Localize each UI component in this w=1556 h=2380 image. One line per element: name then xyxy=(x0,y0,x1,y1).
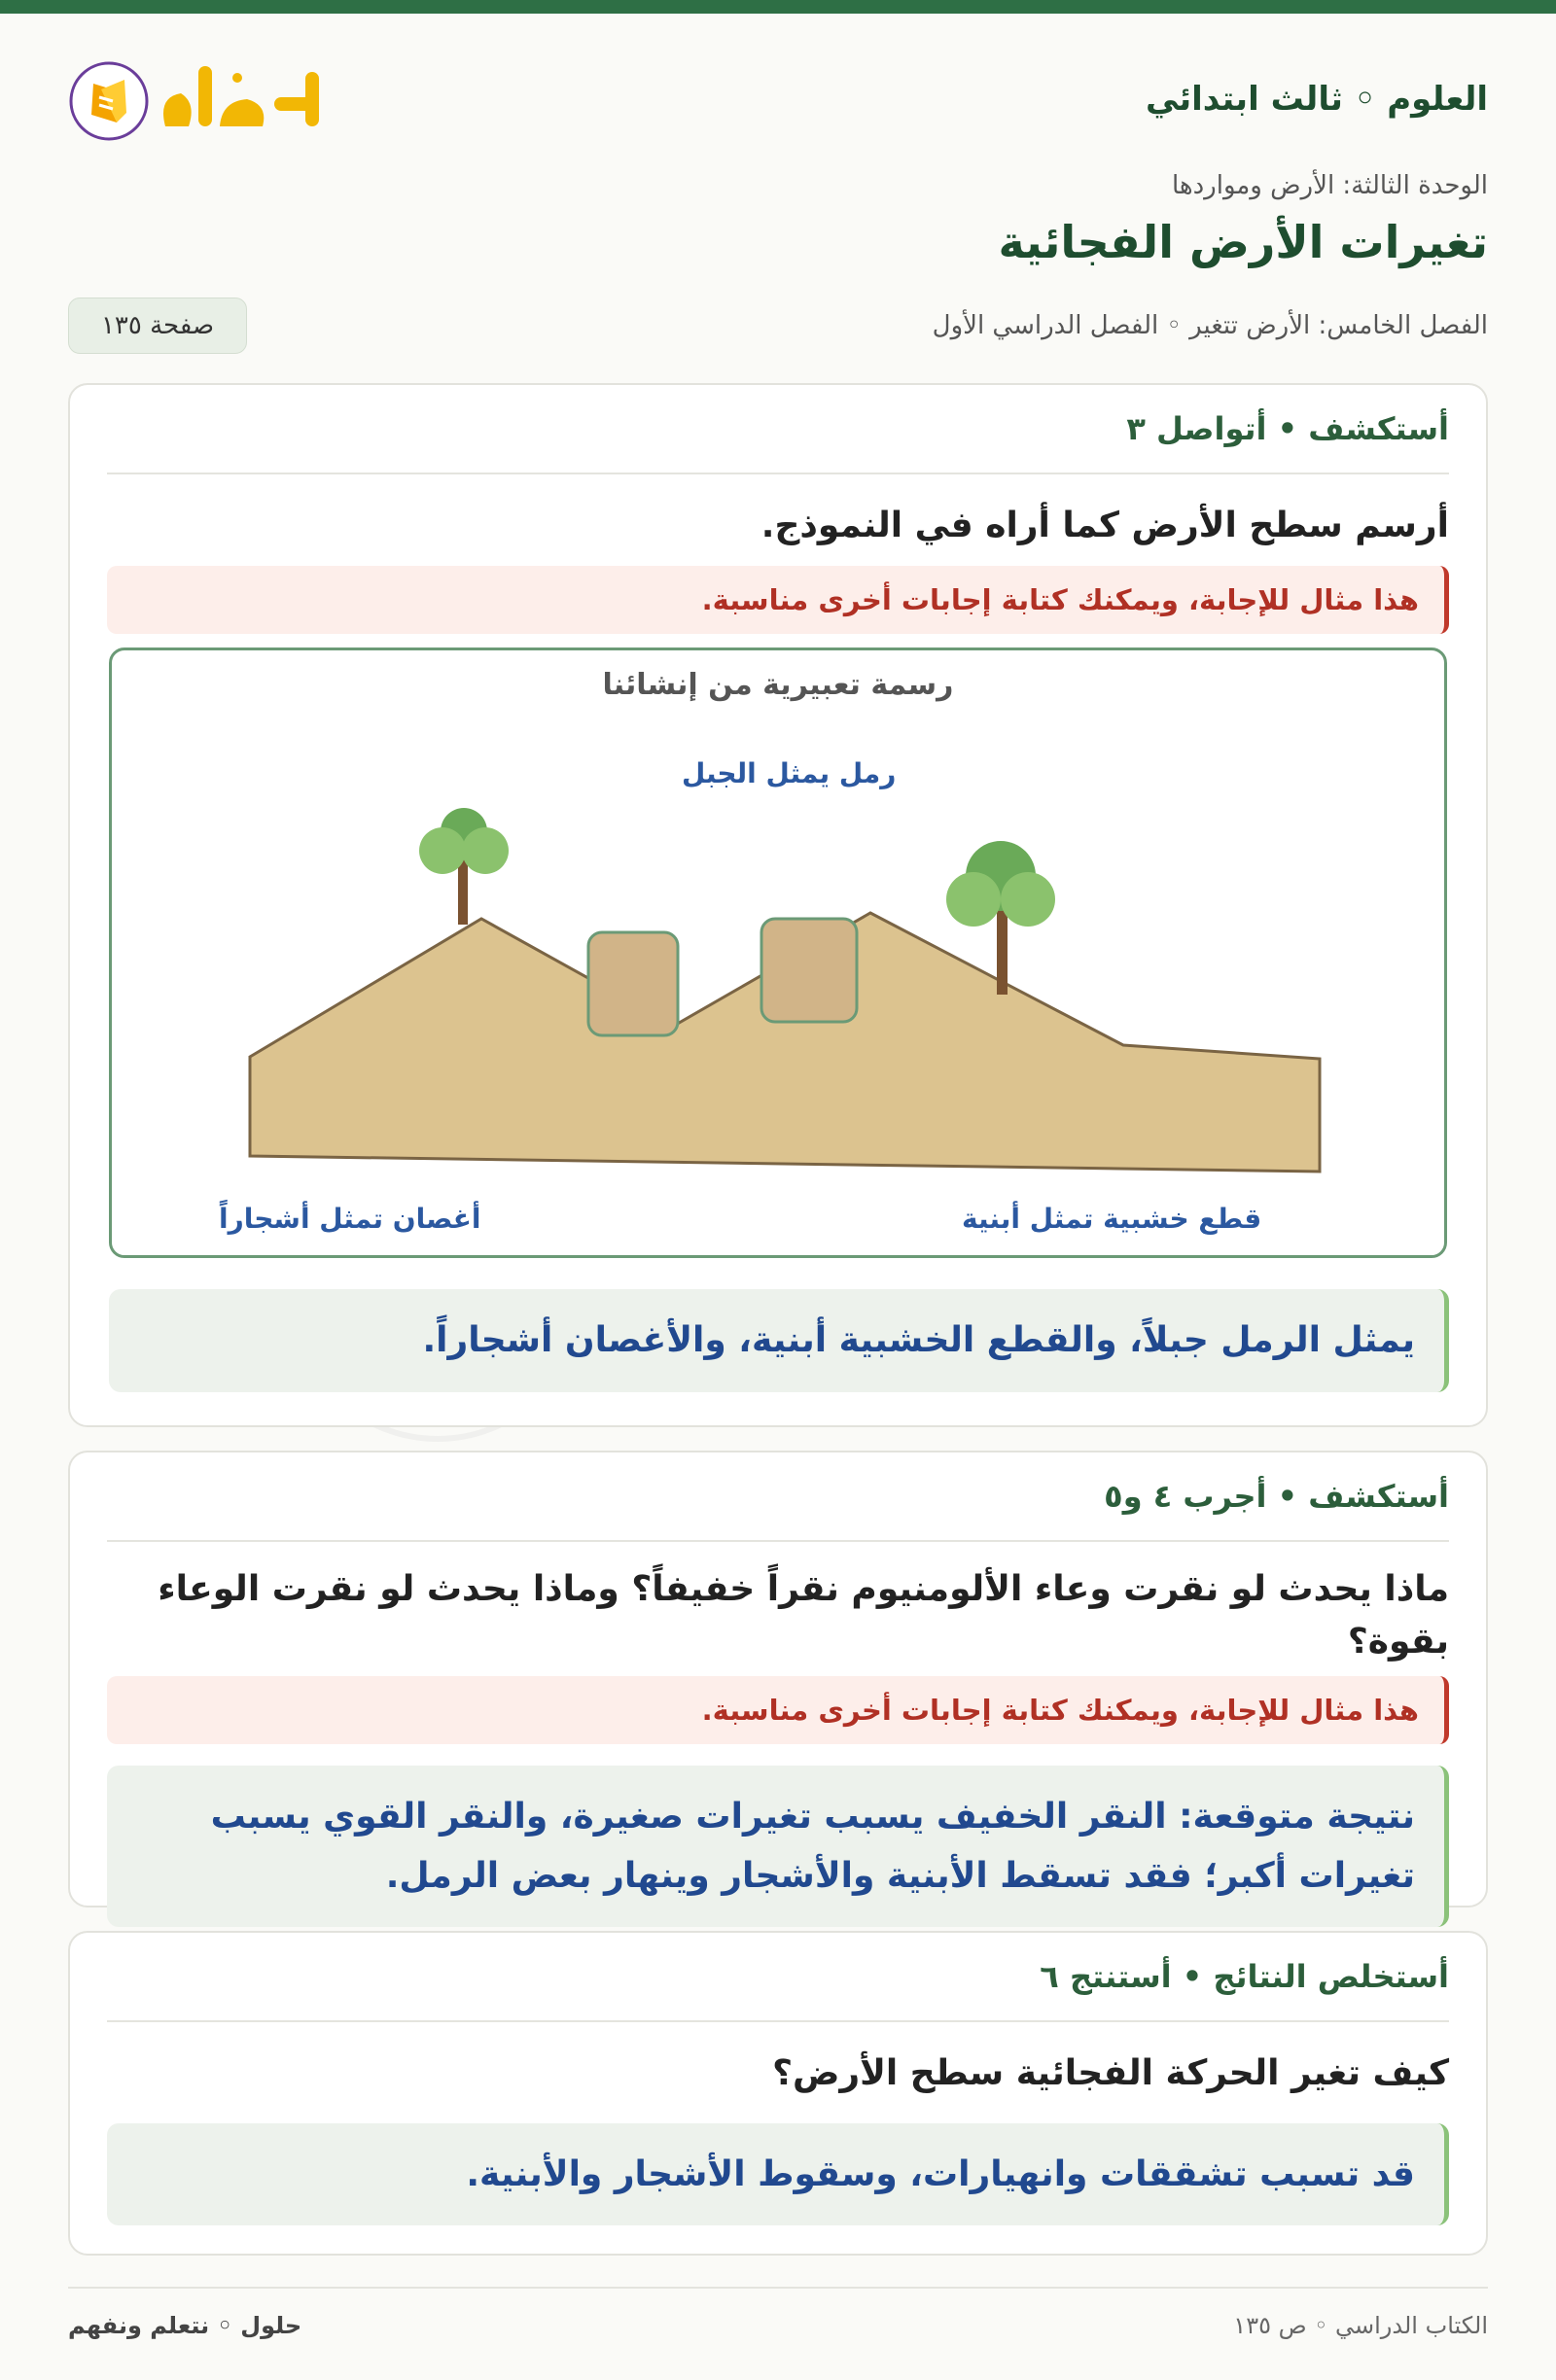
footer-divider xyxy=(68,2287,1488,2289)
card-heading: أستكشف • أتواصل ٣ xyxy=(107,385,1449,474)
brand-logo xyxy=(68,58,331,146)
blocks-label: قطع خشبية تمثل أبنية xyxy=(962,1203,1262,1235)
wooden-block xyxy=(588,932,678,1035)
answer-box: قد تسبب تشققات وانهيارات، وسقوط الأشجار والأبنية. xyxy=(107,2123,1449,2225)
sand-label: رمل يمثل الجبل xyxy=(682,757,897,789)
question-text: أرسم سطح الأرض كما أراه في النموذج. xyxy=(760,506,1449,545)
question-text: ماذا يحدث لو نقرت وعاء الألومنيوم نقراً خفيفاً؟ وماذا يحدث لو نقرت الوعاء بقوة؟ xyxy=(158,1569,1449,1662)
tree-twig-left xyxy=(419,808,509,925)
unit-label: الوحدة الثالثة: الأرض ومواردها xyxy=(1171,171,1488,200)
twigs-label: أغصان تمثل أشجاراً xyxy=(219,1203,481,1235)
wooden-block xyxy=(761,919,857,1022)
answer-box: نتيجة متوقعة: النقر الخفيف يسبب تغيرات صغيرة، والنقر القوي يسبب تغيرات أكبر؛ فقد تسقط الأبنية والأشجار وينهار بعض الرمل. xyxy=(107,1766,1449,1927)
page-number-badge: صفحة ١٣٥ xyxy=(68,298,247,354)
draw-conclusions-card xyxy=(68,1931,1488,2256)
card-heading: أستكشف • أجرب ٤ و٥ xyxy=(107,1452,1449,1542)
answer-box: يمثل الرمل جبلاً، والقطع الخشبية أبنية، والأغصان أشجاراً. xyxy=(109,1289,1449,1392)
explore-experiment-card xyxy=(68,1451,1488,1908)
landform-illustration xyxy=(112,650,1450,1261)
footer-page-ref: الكتاب الدراسي ◦ ص ١٣٥ xyxy=(1233,2312,1488,2339)
landform-drawing xyxy=(109,648,1447,1258)
question-text: كيف تغير الحركة الفجائية سطح الأرض؟ xyxy=(772,2053,1449,2093)
page-title: تغيرات الأرض الفجائية xyxy=(998,216,1488,268)
top-accent-bar xyxy=(0,0,1556,14)
footer-brand: حلول ◦ نتعلم ونفهم xyxy=(68,2312,302,2339)
chapter-label: الفصل الخامس: الأرض تتغير ◦ الفصل الدراسي الأول xyxy=(932,311,1488,340)
page-header xyxy=(68,58,1488,146)
sample-answer-note: هذا مثال للإجابة، ويمكنك كتابة إجابات أخرى مناسبة. xyxy=(107,1676,1449,1744)
explore-communicate-card xyxy=(68,383,1488,1427)
sample-answer-note: هذا مثال للإجابة، ويمكنك كتابة إجابات أخرى مناسبة. xyxy=(107,566,1449,634)
drawing-caption: رسمة تعبيرية من إنشائنا xyxy=(602,668,954,702)
subject-label: العلوم ◦ ثالث ابتدائي xyxy=(1145,80,1488,119)
card-heading: أستخلص النتائج • أستنتج ٦ xyxy=(107,1933,1449,2022)
